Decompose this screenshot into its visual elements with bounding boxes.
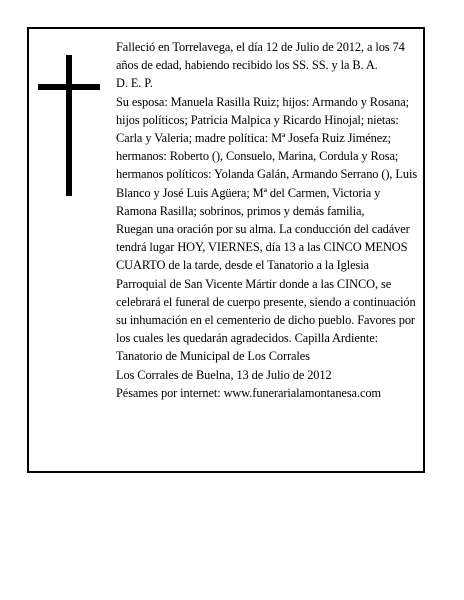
death-announcement: Falleció en Torrelavega, el día 12 de Julio de 2012, a los 74 años de edad, habiendo recibido los SS. SS. y la B. A. xyxy=(116,40,405,73)
family-list: Su esposa: Manuela Rasilla Ruiz; hijos: Armando y Rosana; hijos políticos; Patricia Malpica y Ricardo Hinojal; nietas: Carla y Valeria; madre política: Mª Josefa Ruiz Jiménez; hermanos: Roberto (), Consuelo, Marina, Cordula y Rosa; hermanos políticos: Yolanda Galán, Armando Serrano (), Luis Blanco y José Luis Agüera; Mª del Carmen, Victoria y Ramona Rasilla; sobrinos, primos y demás familia, xyxy=(116,94,418,218)
place-date: Los Corrales de Buelna, 13 de Julio de 2012 xyxy=(116,367,332,382)
condolences-web: Pésames por internet: www.funerarialamontanesa.com xyxy=(116,385,381,400)
cross-icon xyxy=(66,55,72,196)
obituary-text xyxy=(116,38,418,402)
cross-icon-bar xyxy=(38,84,100,90)
rest-in-peace: D. E. P. xyxy=(116,76,153,91)
funeral-details: Ruegan una oración por su alma. La conducción del cadáver tendrá lugar HOY, VIERNES, día 13 a las CINCO MENOS CUARTO de la tarde, desde el Tanatorio a la Iglesia Parroquial de San Vicente Mártir donde a las CINCO, se celebrará el funeral de cuerpo presente, siendo a continuación su inhumación en el cementerio de dicho pueblo. Favores por los cuales les quedarán agradecidos. Capilla Ardiente: Tanatorio de Municipal de Los Corrales xyxy=(116,222,416,364)
